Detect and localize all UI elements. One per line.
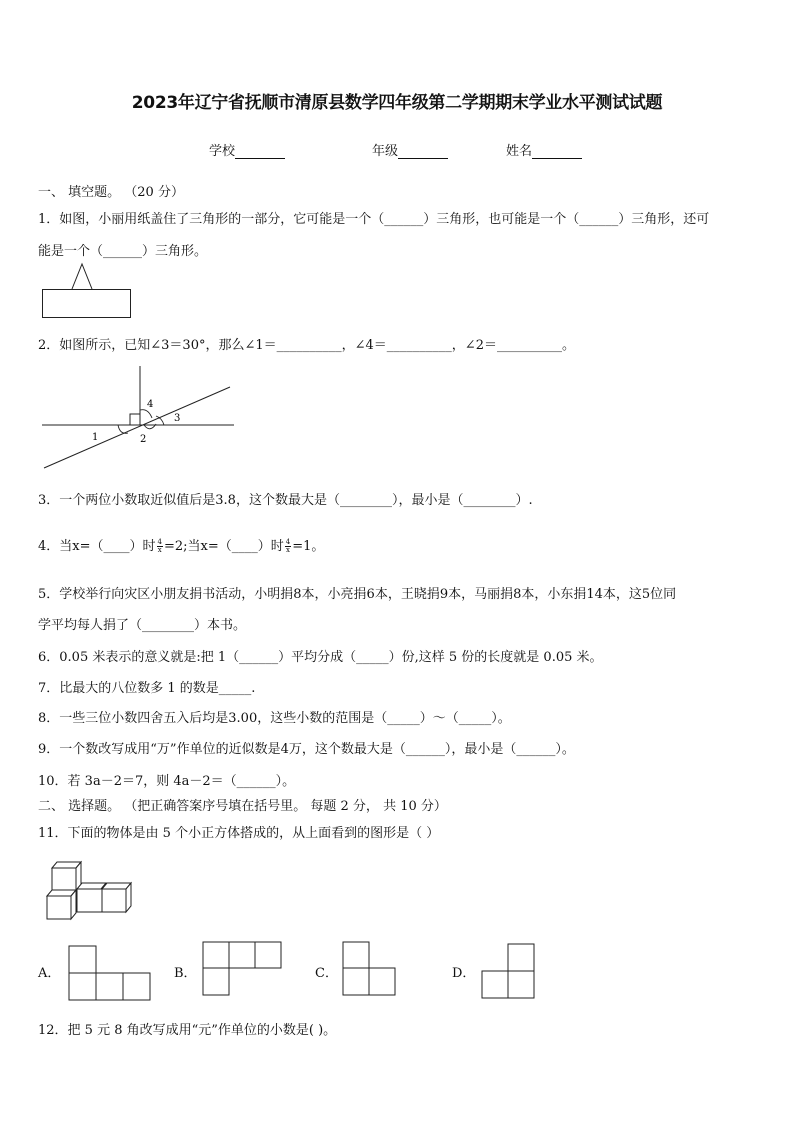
q1-line1: 1．如图，小丽用纸盖住了三角形的一部分，它可能是一个（______）三角形，也可能是一个（______）三角形，还可 — [38, 212, 710, 227]
section1-heading: 一、 填空题。 （20 分） — [38, 185, 184, 200]
q9-text: 9．一个数改写成用“万”作单位的近似数是4万，这个数最大是（______），最小是（______）。 — [38, 742, 575, 757]
option-b-label[interactable]: B． — [174, 966, 197, 981]
school-label: 学校 — [209, 144, 236, 159]
name-label: 姓名 — [506, 144, 533, 159]
angle-label-3: 3 — [174, 413, 181, 424]
grade-label: 年级 — [372, 144, 399, 159]
q11-cubes-figure — [44, 858, 136, 922]
q5-line1: 5．学校举行向灾区小朋友捐书活动，小明捐8本，小亮捐6本，王晓捐9本，马丽捐8本，小东捐14本，这5位同 — [38, 587, 677, 602]
q1-covered-triangle-figure — [40, 262, 134, 320]
q12-text: 12．把 5 元 8 角改写成用“元”作单位的小数是( )。 — [38, 1023, 337, 1038]
q4-text — [38, 535, 324, 554]
q5-line2: 学平均每人捐了（________）本书。 — [38, 618, 247, 633]
option-a-label[interactable]: A． — [38, 966, 61, 981]
q8-text: 8．一些三位小数四舍五入后均是3.00，这些小数的范围是（_____）～（_____）。 — [38, 711, 511, 726]
option-a-grid[interactable] — [68, 945, 152, 1001]
q7-text: 7．比最大的八位数多 1 的数是_____. — [38, 681, 256, 696]
option-d-label[interactable]: D． — [452, 966, 476, 981]
grade-blank[interactable] — [398, 146, 448, 159]
name-field — [506, 140, 582, 159]
angle-label-2: 2 — [140, 434, 147, 445]
section2-heading: 二、 选择题。 （把正确答案序号填在括号里。 每题 2 分， 共 10 分） — [38, 799, 447, 814]
grade-field — [372, 140, 448, 159]
option-b-grid[interactable] — [202, 941, 286, 997]
school-blank[interactable] — [235, 146, 285, 159]
q4-fraction-1: $\frac{4}{x}$ — [157, 538, 162, 554]
option-c-label[interactable]: C． — [315, 966, 338, 981]
school-field — [209, 140, 285, 159]
page-title: 2023年辽宁省抚顺市清原县数学四年级第二学期期末学业水平测试试题 — [131, 93, 663, 113]
q4-part1: 4．当x=（____）时 — [38, 539, 156, 554]
q4-fraction-2: $\frac{4}{x}$ — [285, 538, 291, 554]
q10-text: 10．若 3a－2＝7，则 4a－2＝（______）。 — [38, 774, 296, 789]
angle-label-4: 4 — [147, 399, 154, 410]
q2-angles-figure — [40, 362, 236, 472]
q1-line2: 能是一个（______）三角形。 — [38, 244, 208, 259]
q4-part2: =2;当x=（____）时 — [163, 539, 284, 554]
q6-text: 6．0.05 米表示的意义就是:把 1（______）平均分成（_____）份,这样 5 份的长度就是 0.05 米。 — [38, 650, 603, 665]
q4-part3: =1。 — [292, 539, 325, 554]
angle-label-1: 1 — [92, 432, 99, 443]
name-blank[interactable] — [532, 146, 582, 159]
q11-text: 11．下面的物体是由 5 个小正方体搭成的，从上面看到的图形是（ ） — [38, 826, 440, 841]
option-c-grid[interactable] — [342, 941, 400, 997]
option-d-grid[interactable] — [481, 943, 539, 1001]
q2-text: 2．如图所示，已知∠3＝30°，那么∠1＝__________，∠4＝__________，∠2＝__________。 — [38, 338, 575, 353]
q3-text: 3．一个两位小数取近似值后是3.8，这个数最大是（________），最小是（________）. — [38, 493, 533, 508]
